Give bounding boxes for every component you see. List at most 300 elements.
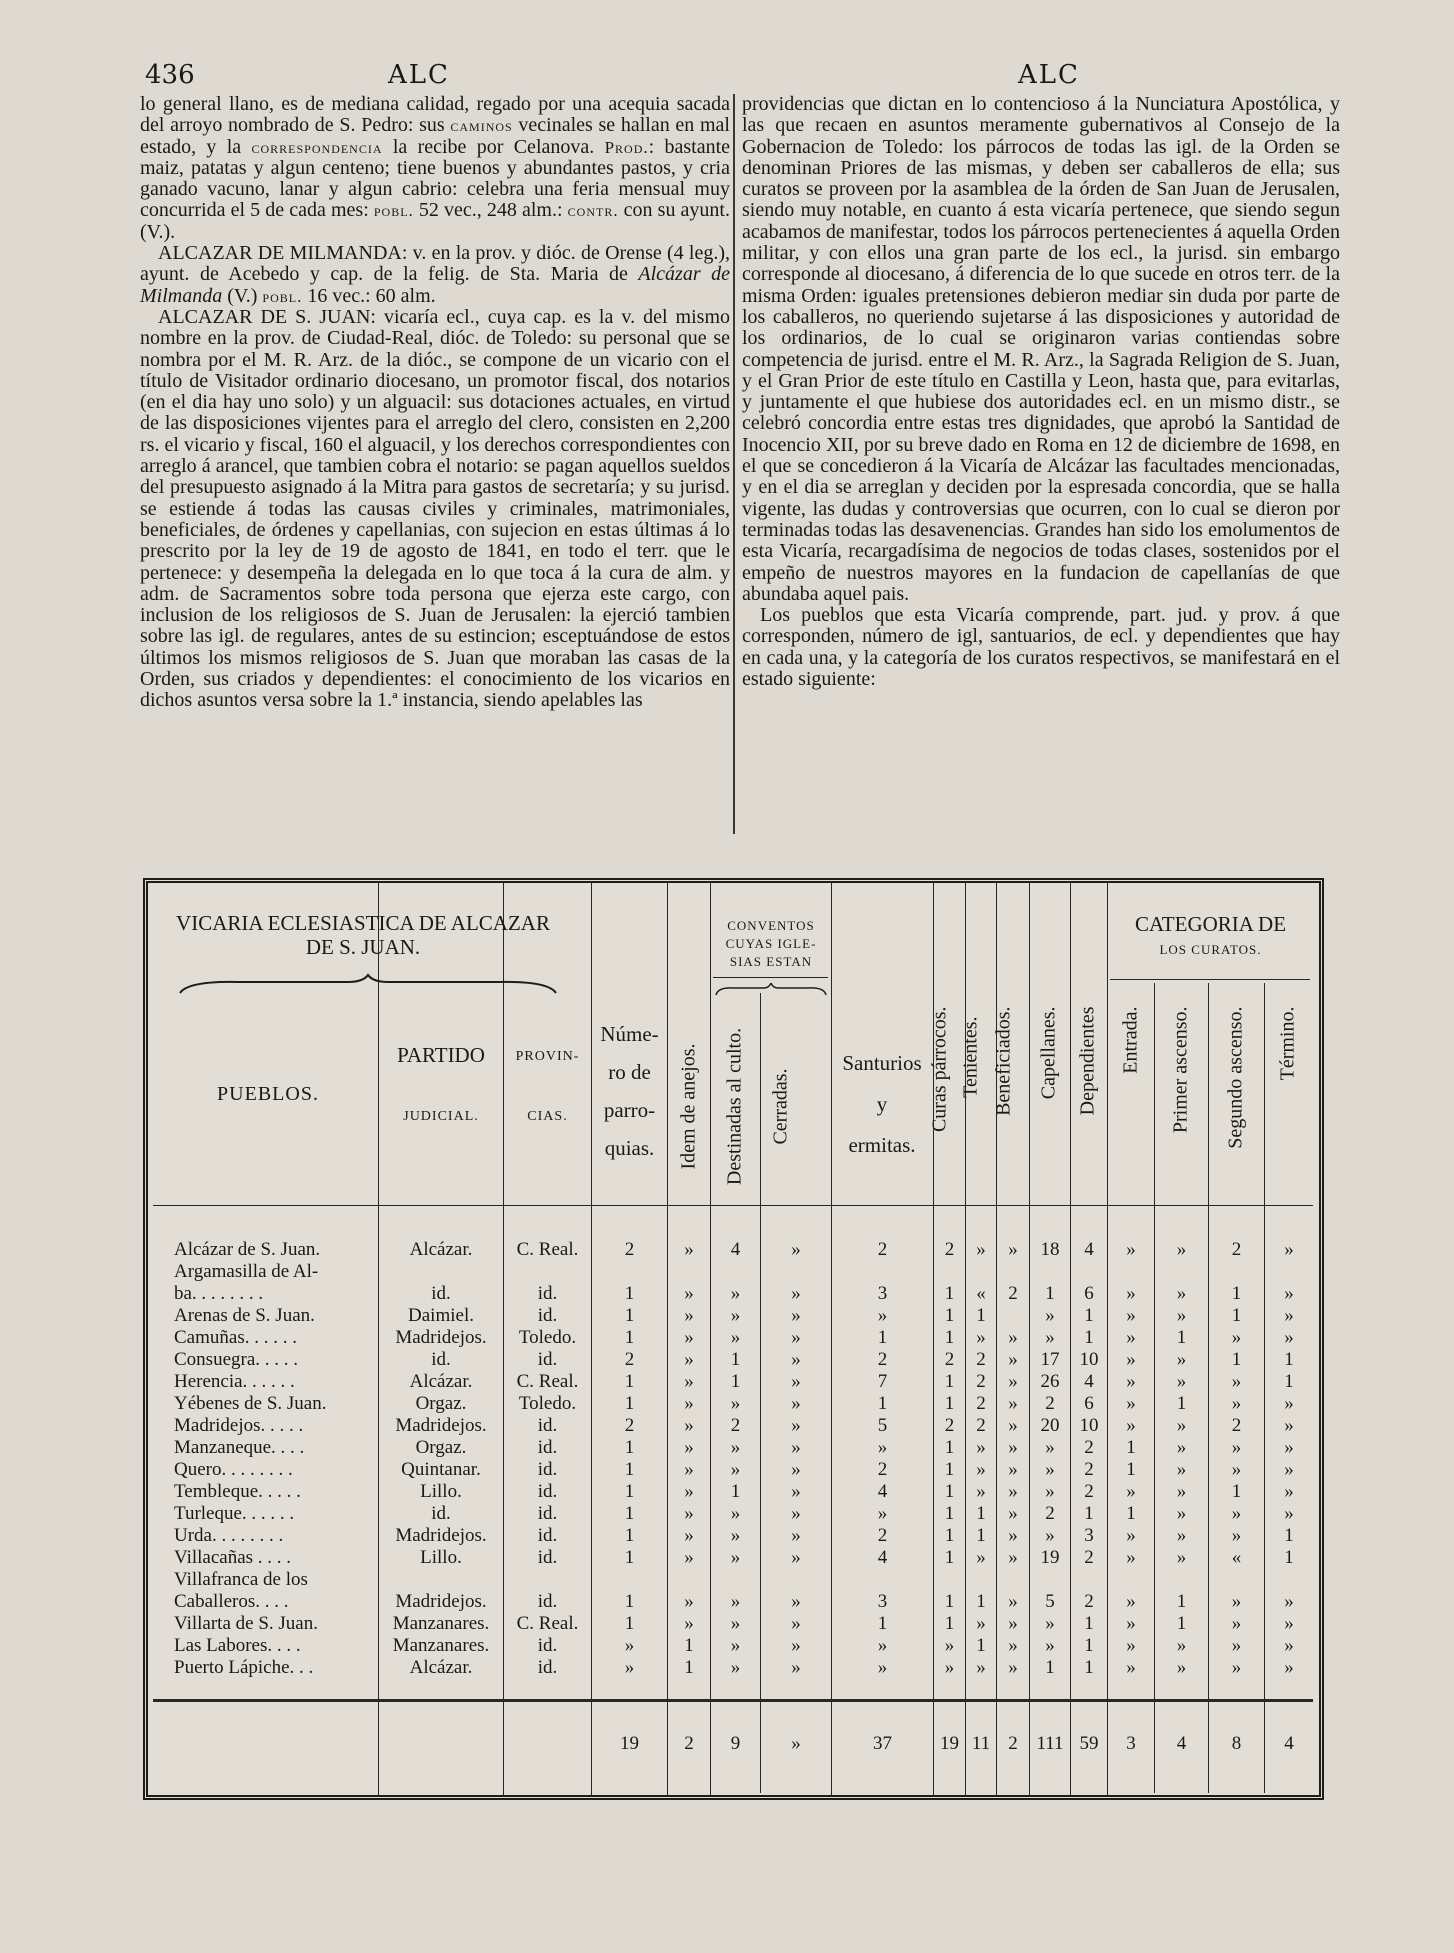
cell-dest: 1 (730, 1349, 741, 1370)
cell-cerr: » (791, 1525, 801, 1546)
row-pueblo-cont: Caballeros. . . . (174, 1591, 289, 1612)
cell-cap: » (1045, 1305, 1055, 1326)
cell-ten: 1 (976, 1503, 986, 1524)
header-provin: PROVIN- (515, 1049, 580, 1064)
cell-cerr: » (791, 1503, 801, 1524)
cell-prov: C. Real. (516, 1239, 579, 1260)
cell-ent: » (1126, 1349, 1136, 1370)
cell-seg: » (1231, 1503, 1242, 1524)
cell-ent: » (1126, 1657, 1136, 1678)
header-entrada: Entrada. (1119, 1006, 1142, 1074)
cell-ter: » (1284, 1239, 1294, 1260)
cell-prov: id. (537, 1437, 558, 1458)
cell-cap: 18 (1040, 1239, 1060, 1260)
cell-cerr: » (791, 1657, 801, 1678)
row-pueblo: Villafranca de los (174, 1569, 308, 1590)
cell-dep: 2 (1084, 1547, 1094, 1568)
row-pueblo: Camuñas. . . . . . (174, 1327, 297, 1348)
cell-ten: 1 (976, 1591, 986, 1612)
cell-anejos: » (684, 1393, 694, 1414)
cell-cerr: » (791, 1437, 801, 1458)
cell-ben: » (1008, 1327, 1018, 1348)
cell-anejos: » (684, 1459, 694, 1480)
running-head-left: ALC (388, 60, 450, 90)
cell-dest: » (730, 1305, 741, 1326)
cell-pri: » (1176, 1305, 1187, 1326)
cell-dep: 1 (1084, 1635, 1094, 1656)
cell-ben: » (1008, 1437, 1018, 1458)
cell-ent: » (1126, 1613, 1136, 1634)
cell-sant: 1 (877, 1327, 888, 1348)
cell-anejos: » (684, 1613, 694, 1634)
row-pueblo: Las Labores. . . . (174, 1635, 301, 1656)
cell-ten: 2 (976, 1415, 986, 1436)
cell-pri: 1 (1176, 1393, 1187, 1414)
cell-ter: » (1284, 1481, 1294, 1502)
cell-seg: » (1231, 1393, 1242, 1414)
cell-sant: 4 (877, 1481, 888, 1502)
cell-curas: » (944, 1657, 955, 1678)
row-pueblo: Consuegra. . . . . (174, 1349, 299, 1370)
cell-parr: 2 (624, 1415, 635, 1436)
cell-prov: id. (537, 1481, 558, 1502)
cell-cerr: » (791, 1481, 801, 1502)
cell-pri: » (1176, 1547, 1187, 1568)
header-tenientes: Tenientes. (959, 1016, 982, 1098)
cell-cerr: » (791, 1635, 801, 1656)
cell-dest: 4 (730, 1239, 741, 1260)
cell-curas: 1 (944, 1327, 955, 1348)
cell-ben: » (1008, 1525, 1018, 1546)
total-cerr: » (791, 1733, 801, 1754)
cell-sant: 3 (877, 1283, 888, 1304)
cell-sant: » (877, 1503, 888, 1524)
cell-parr: 1 (624, 1437, 635, 1458)
cell-cap: 1 (1045, 1283, 1055, 1304)
header-capellanes: Capellanes. (1037, 1006, 1060, 1100)
cell-partido: id. (431, 1503, 451, 1524)
cell-ent: » (1126, 1305, 1136, 1326)
cell-anejos: » (684, 1437, 694, 1458)
cell-dest: » (730, 1283, 741, 1304)
cell-ent: » (1126, 1239, 1136, 1260)
cell-ent: 1 (1126, 1459, 1136, 1480)
cell-cap: » (1045, 1613, 1055, 1634)
cell-ent: » (1126, 1327, 1136, 1348)
running-head-right: ALC (1018, 60, 1080, 90)
table-body (148, 883, 1318, 1795)
cell-dep: 1 (1084, 1305, 1094, 1326)
cell-cap: 2 (1045, 1503, 1055, 1524)
cell-partido: Orgaz. (415, 1393, 467, 1414)
cell-sant: » (877, 1305, 888, 1326)
cell-cap: 1 (1045, 1657, 1055, 1678)
cell-curas: 1 (944, 1283, 955, 1304)
cell-curas: 1 (944, 1525, 955, 1546)
cell-parr: 1 (624, 1459, 635, 1480)
row-pueblo: Alcázar de S. Juan. (174, 1239, 321, 1260)
cell-cerr: » (791, 1371, 801, 1392)
total-ter: 4 (1284, 1733, 1294, 1754)
total-dest: 9 (730, 1733, 741, 1754)
cell-pri: » (1176, 1635, 1187, 1656)
cell-seg: » (1231, 1591, 1242, 1612)
cell-seg: » (1231, 1437, 1242, 1458)
cell-pri: » (1176, 1349, 1187, 1370)
cell-pri: 1 (1176, 1613, 1187, 1634)
total-sant: 37 (873, 1733, 892, 1754)
cell-sant: 2 (877, 1349, 888, 1370)
cell-partido: Madridejos. (395, 1327, 487, 1348)
header-santuarios: Santurios y ermitas. (842, 1051, 922, 1157)
page-number: 436 (145, 60, 195, 90)
cell-ter: » (1284, 1327, 1294, 1348)
cell-ent: » (1126, 1371, 1136, 1392)
cell-partido: Lillo. (420, 1547, 462, 1568)
cell-ter: 1 (1284, 1547, 1294, 1568)
total-pri: 4 (1176, 1733, 1187, 1754)
cell-sant: 2 (877, 1239, 888, 1260)
cell-seg: » (1231, 1459, 1242, 1480)
totals-row (148, 1733, 1318, 1763)
row-pueblo: Herencia. . . . . . (174, 1371, 295, 1392)
header-segundo: Segundo ascenso. (1224, 1006, 1247, 1149)
cell-partido: Orgaz. (415, 1437, 467, 1458)
cell-dest: 1 (730, 1481, 741, 1502)
total-curas: 19 (940, 1733, 959, 1754)
cell-anejos: » (684, 1371, 694, 1392)
cell-sant: 1 (877, 1613, 888, 1634)
cell-sant: 5 (877, 1415, 888, 1436)
cell-dep: 4 (1084, 1239, 1094, 1260)
cell-ter: » (1284, 1305, 1294, 1326)
cell-ben: » (1008, 1503, 1018, 1524)
cell-prov: id. (537, 1591, 558, 1612)
entry-alcazar-milmanda: ALCAZAR DE MILMANDA: v. en la prov. y dióc. de Orense (4 leg.), ayunt. de Acebedo y cap. de la felig. de Sta. Maria de Alcázar de Milmanda (V.) pobl. 16 vec.: 60 alm. (140, 242, 731, 307)
cell-curas: 1 (944, 1305, 955, 1326)
cell-ten: 1 (976, 1525, 986, 1546)
cell-ter: » (1284, 1591, 1294, 1612)
cell-cerr: » (791, 1415, 801, 1436)
cell-pri: » (1176, 1481, 1187, 1502)
cell-anejos: 1 (684, 1657, 694, 1678)
cell-pri: » (1176, 1503, 1187, 1524)
header-anejos: Idem de anejos. (677, 1043, 700, 1170)
cell-ent: » (1126, 1283, 1136, 1304)
header-conventos: CONVENTOS CUYAS IGLE- SIAS ESTAN (725, 918, 817, 969)
cell-dest: » (730, 1635, 741, 1656)
cell-curas: 1 (944, 1591, 955, 1612)
cell-cap: » (1045, 1635, 1055, 1656)
cell-ent: » (1126, 1591, 1136, 1612)
cell-prov: id. (537, 1283, 558, 1304)
cell-partido: Lillo. (420, 1481, 462, 1502)
cell-ter: 1 (1284, 1349, 1294, 1370)
cell-curas: 1 (944, 1613, 955, 1634)
row-pueblo: Turleque. . . . . . (174, 1503, 295, 1524)
cell-anejos: » (684, 1415, 694, 1436)
cell-dep: 2 (1084, 1591, 1094, 1612)
cell-ben: » (1008, 1591, 1018, 1612)
cell-dep: 10 (1079, 1349, 1099, 1370)
cell-anejos: » (684, 1503, 694, 1524)
cell-cap: 19 (1040, 1547, 1060, 1568)
cell-cerr: » (791, 1239, 801, 1260)
cell-ter: » (1284, 1635, 1294, 1656)
left-text-column (140, 94, 730, 712)
header-pueblos: PUEBLOS. (217, 1083, 319, 1105)
cell-ten: 1 (976, 1635, 986, 1656)
cell-pri: » (1176, 1525, 1187, 1546)
cell-prov: id. (537, 1657, 558, 1678)
cell-curas: 1 (944, 1393, 955, 1414)
cell-ter: 1 (1284, 1525, 1294, 1546)
cell-seg: 1 (1231, 1481, 1242, 1502)
cell-ter: » (1284, 1415, 1294, 1436)
cell-pri: 1 (1176, 1327, 1187, 1348)
cell-prov: Toledo. (518, 1393, 577, 1414)
cell-anejos: 1 (684, 1635, 694, 1656)
cell-prov: Toledo. (518, 1327, 577, 1348)
vicaria-table (143, 878, 1324, 1800)
total-dep: 59 (1079, 1733, 1099, 1754)
cell-seg: « (1231, 1547, 1242, 1568)
cell-ten: 2 (976, 1371, 986, 1392)
row-pueblo: Madridejos. . . . . (174, 1415, 304, 1436)
header-beneficiados: Beneficiados. (992, 1006, 1015, 1116)
cell-dest: » (730, 1525, 741, 1546)
cell-dest: » (730, 1393, 741, 1414)
cell-cap: 2 (1045, 1393, 1055, 1414)
cell-seg: » (1231, 1327, 1242, 1348)
cell-pri: » (1176, 1657, 1187, 1678)
cell-prov: id. (537, 1525, 558, 1546)
cell-dep: 3 (1084, 1525, 1094, 1546)
cell-sant: 1 (877, 1393, 888, 1414)
entry-alcazar-san-juan: ALCAZAR DE S. JUAN: vicaría ecl., cuya cap. es la v. del mismo nombre en la prov. de Ciudad-Real, dióc. de Toledo: su personal que se nombra por el M. R. Arz. de la dióc., se compone de un vicario con el título de Visitador ordinario diocesano, un promotor fiscal, dos notarios (en el dia hay uno solo) y un alguacil: sus dotaciones actuales, en virtud de las disposiciones vijentes para el arreglo del clero, consisten en 2,200 rs. el vicario y fiscal, 160 el alguacil, y los derechos correspondientes con arreglo á arancel, que tambien cobra el notario: se pagan aquellos sueldos del presupuesto asignado á la Mitra para gastos de secretaría; y su jurisd. se estiende á todas las causas civiles y criminales, matrimoniales, beneficiales, de órdenes y capellanias, con sujecion en estas últimas á lo prescrito por la ley de 19 de agosto de 1841, en todo el terr. que le pertenece: y desempeña la delegada en lo que toca á la cura de alm. y adm. de Sacramentos sobre toda persona que ejerza este cargo, con inclusion de los religiosos de S. Juan de Jerusalen: la ejerció tambien sobre las igl. de regulares, antes de su estincion; esceptuándose de estos últimos los mismos religiosos de S. Juan que moraban las casas de la Orden, sus criados y dependientes: el conocimiento de los vicarios en dichos asuntos versa sobre la 1.ª instancia, siendo apelables las (140, 305, 730, 712)
row-pueblo: Villacañas . . . . (174, 1547, 292, 1568)
cell-prov: id. (537, 1547, 558, 1568)
cell-sant: 2 (877, 1459, 888, 1480)
row-pueblo: Arenas de S. Juan. (174, 1305, 315, 1326)
cell-parr: 1 (624, 1481, 635, 1502)
cell-curas: 1 (944, 1459, 955, 1480)
cell-dest: » (730, 1503, 741, 1524)
cell-ten: » (976, 1437, 986, 1458)
cell-prov: id. (537, 1635, 558, 1656)
row-pueblo: Puerto Lápiche. . . (174, 1657, 314, 1678)
cell-seg: » (1231, 1525, 1242, 1546)
row-pueblo: Urda. . . . . . . . (174, 1525, 284, 1546)
cell-cerr: » (791, 1393, 801, 1414)
cell-ter: » (1284, 1459, 1294, 1480)
cell-ten: » (976, 1657, 986, 1678)
cell-pri: » (1176, 1283, 1187, 1304)
cell-seg: 1 (1231, 1283, 1242, 1304)
cell-dep: 10 (1079, 1415, 1099, 1436)
cell-cap: » (1045, 1437, 1055, 1458)
cell-sant: 3 (877, 1591, 888, 1612)
header-primer: Primer ascenso. (1169, 1006, 1192, 1134)
column-rule (733, 94, 735, 834)
header-destinadas: Destinadas al culto. (723, 1027, 746, 1186)
cell-dest: » (730, 1547, 741, 1568)
total-cap: 111 (1036, 1733, 1064, 1754)
row-pueblo: Yébenes de S. Juan. (174, 1393, 327, 1414)
right-text-column (742, 94, 1340, 690)
cell-parr: » (624, 1657, 635, 1678)
cell-cerr: » (791, 1459, 801, 1480)
cell-ent: » (1126, 1393, 1136, 1414)
cell-seg: 2 (1231, 1239, 1242, 1260)
cell-ent: » (1126, 1547, 1136, 1568)
total-parr: 19 (620, 1733, 639, 1754)
cell-ben: » (1008, 1547, 1018, 1568)
cell-ten: 2 (976, 1393, 986, 1414)
cell-partido: Daimiel. (408, 1305, 474, 1326)
cell-cap: » (1045, 1459, 1055, 1480)
cell-curas: 1 (944, 1547, 955, 1568)
cell-dep: 2 (1084, 1437, 1094, 1458)
cell-pri: » (1176, 1239, 1187, 1260)
cell-partido: Alcázar. (409, 1239, 473, 1260)
cell-dep: 1 (1084, 1657, 1094, 1678)
cell-sant: 7 (877, 1371, 888, 1392)
cell-ter: » (1284, 1393, 1294, 1414)
cell-cerr: » (791, 1305, 801, 1326)
cell-partido: Madridejos. (395, 1525, 487, 1546)
header-termino: Término. (1276, 1006, 1299, 1081)
cell-prov: id. (537, 1415, 558, 1436)
cell-ten: 1 (976, 1305, 986, 1326)
cell-ter: » (1284, 1613, 1294, 1634)
cell-parr: » (624, 1635, 635, 1656)
cell-ben: » (1008, 1239, 1018, 1260)
cell-anejos: » (684, 1591, 694, 1612)
cell-dep: 6 (1084, 1283, 1094, 1304)
cell-dest: » (730, 1657, 741, 1678)
cell-dest: » (730, 1459, 741, 1480)
cell-ent: » (1126, 1481, 1136, 1502)
cell-partido: Manzanares. (392, 1635, 490, 1656)
cell-ent: 1 (1126, 1503, 1136, 1524)
cell-dep: 1 (1084, 1327, 1094, 1348)
cell-dep: 2 (1084, 1481, 1094, 1502)
cell-dest: » (730, 1437, 741, 1458)
cell-anejos: » (684, 1283, 694, 1304)
cell-cap: » (1045, 1525, 1055, 1546)
cell-curas: 1 (944, 1481, 955, 1502)
cell-cerr: » (791, 1591, 801, 1612)
cell-dep: 4 (1084, 1371, 1094, 1392)
cell-dest: » (730, 1591, 741, 1612)
cell-parr: 2 (624, 1239, 635, 1260)
cell-cerr: » (791, 1613, 801, 1634)
cell-cap: 5 (1045, 1591, 1055, 1612)
cell-prov: id. (537, 1503, 558, 1524)
cell-ten: « (976, 1283, 986, 1304)
cell-sant: 4 (877, 1547, 888, 1568)
total-ten: 11 (971, 1733, 991, 1754)
cell-parr: 2 (624, 1349, 635, 1370)
cell-pri: » (1176, 1459, 1187, 1480)
cell-prov: C. Real. (516, 1613, 579, 1634)
paragraph-pueblos: Los pueblos que esta Vicaría comprende, part. jud. y prov. á que corresponden, número de igl, santuarios, de ecl. y dependientes que hay en cada una, y la categoría de los curatos respectivos, se manifestará en el estado siguiente: (742, 604, 1340, 691)
cell-dest: » (730, 1613, 741, 1634)
cell-dest: 2 (730, 1415, 741, 1436)
cell-ter: » (1284, 1503, 1294, 1524)
total-ent: 3 (1126, 1733, 1136, 1754)
cell-ben: » (1008, 1349, 1018, 1370)
cell-cerr: » (791, 1327, 801, 1348)
cell-seg: » (1231, 1613, 1242, 1634)
cell-ter: » (1284, 1283, 1294, 1304)
total-anejos: 2 (684, 1733, 694, 1754)
cell-anejos: » (684, 1481, 694, 1502)
total-ben: 2 (1008, 1733, 1018, 1754)
cell-pri: 1 (1176, 1591, 1187, 1612)
cell-prov: id. (537, 1349, 558, 1370)
cell-partido: Manzanares. (392, 1613, 490, 1634)
cell-partido: id. (431, 1349, 451, 1370)
cell-parr: 1 (624, 1591, 635, 1612)
cell-parr: 1 (624, 1393, 635, 1414)
cell-ent: 1 (1126, 1437, 1136, 1458)
cell-anejos: » (684, 1525, 694, 1546)
cell-seg: 1 (1231, 1305, 1242, 1326)
cell-anejos: » (684, 1327, 694, 1348)
cell-ben: » (1008, 1393, 1018, 1414)
row-pueblo: Manzaneque. . . . (174, 1437, 305, 1458)
cell-ben: 2 (1008, 1283, 1018, 1304)
cell-cerr: » (791, 1349, 801, 1370)
cell-sant: 2 (877, 1525, 888, 1546)
cell-ten: » (976, 1481, 986, 1502)
cell-seg: 2 (1231, 1415, 1242, 1436)
cell-ent: » (1126, 1525, 1136, 1546)
cell-cap: » (1045, 1481, 1055, 1502)
cell-ben: » (1008, 1459, 1018, 1480)
cell-parr: 1 (624, 1327, 635, 1348)
header-numero-parroquias: Núme- ro de parro- quias. (600, 1022, 659, 1160)
row-pueblo-cont: ba. . . . . . . . (174, 1283, 264, 1304)
cell-dep: 1 (1084, 1503, 1094, 1524)
table-title: VICARIA ECLESIASTICA DE ALCAZAR DE S. JUAN. (176, 911, 550, 959)
header-cerradas: Cerradas. (769, 1068, 792, 1145)
cell-partido: Alcázar. (409, 1657, 473, 1678)
header-dependientes: Dependientes (1076, 1006, 1099, 1116)
cell-ten: » (976, 1327, 986, 1348)
cell-ter: » (1284, 1437, 1294, 1458)
cell-parr: 1 (624, 1613, 635, 1634)
cell-seg: » (1231, 1657, 1242, 1678)
cell-cap: 20 (1040, 1415, 1060, 1436)
cell-sant: » (877, 1635, 888, 1656)
total-seg: 8 (1231, 1733, 1242, 1754)
cell-parr: 1 (624, 1371, 635, 1392)
cell-pri: » (1176, 1415, 1187, 1436)
cell-curas: 2 (944, 1239, 955, 1260)
cell-anejos: » (684, 1547, 694, 1568)
cell-parr: 1 (624, 1503, 635, 1524)
cell-parr: 1 (624, 1547, 635, 1568)
cell-ben: » (1008, 1415, 1018, 1436)
cell-prov: C. Real. (516, 1371, 579, 1392)
cell-ten: » (976, 1547, 986, 1568)
row-pueblo: Tembleque. . . . . (174, 1481, 301, 1502)
cell-cerr: » (791, 1547, 801, 1568)
cell-partido: Madridejos. (395, 1591, 487, 1612)
